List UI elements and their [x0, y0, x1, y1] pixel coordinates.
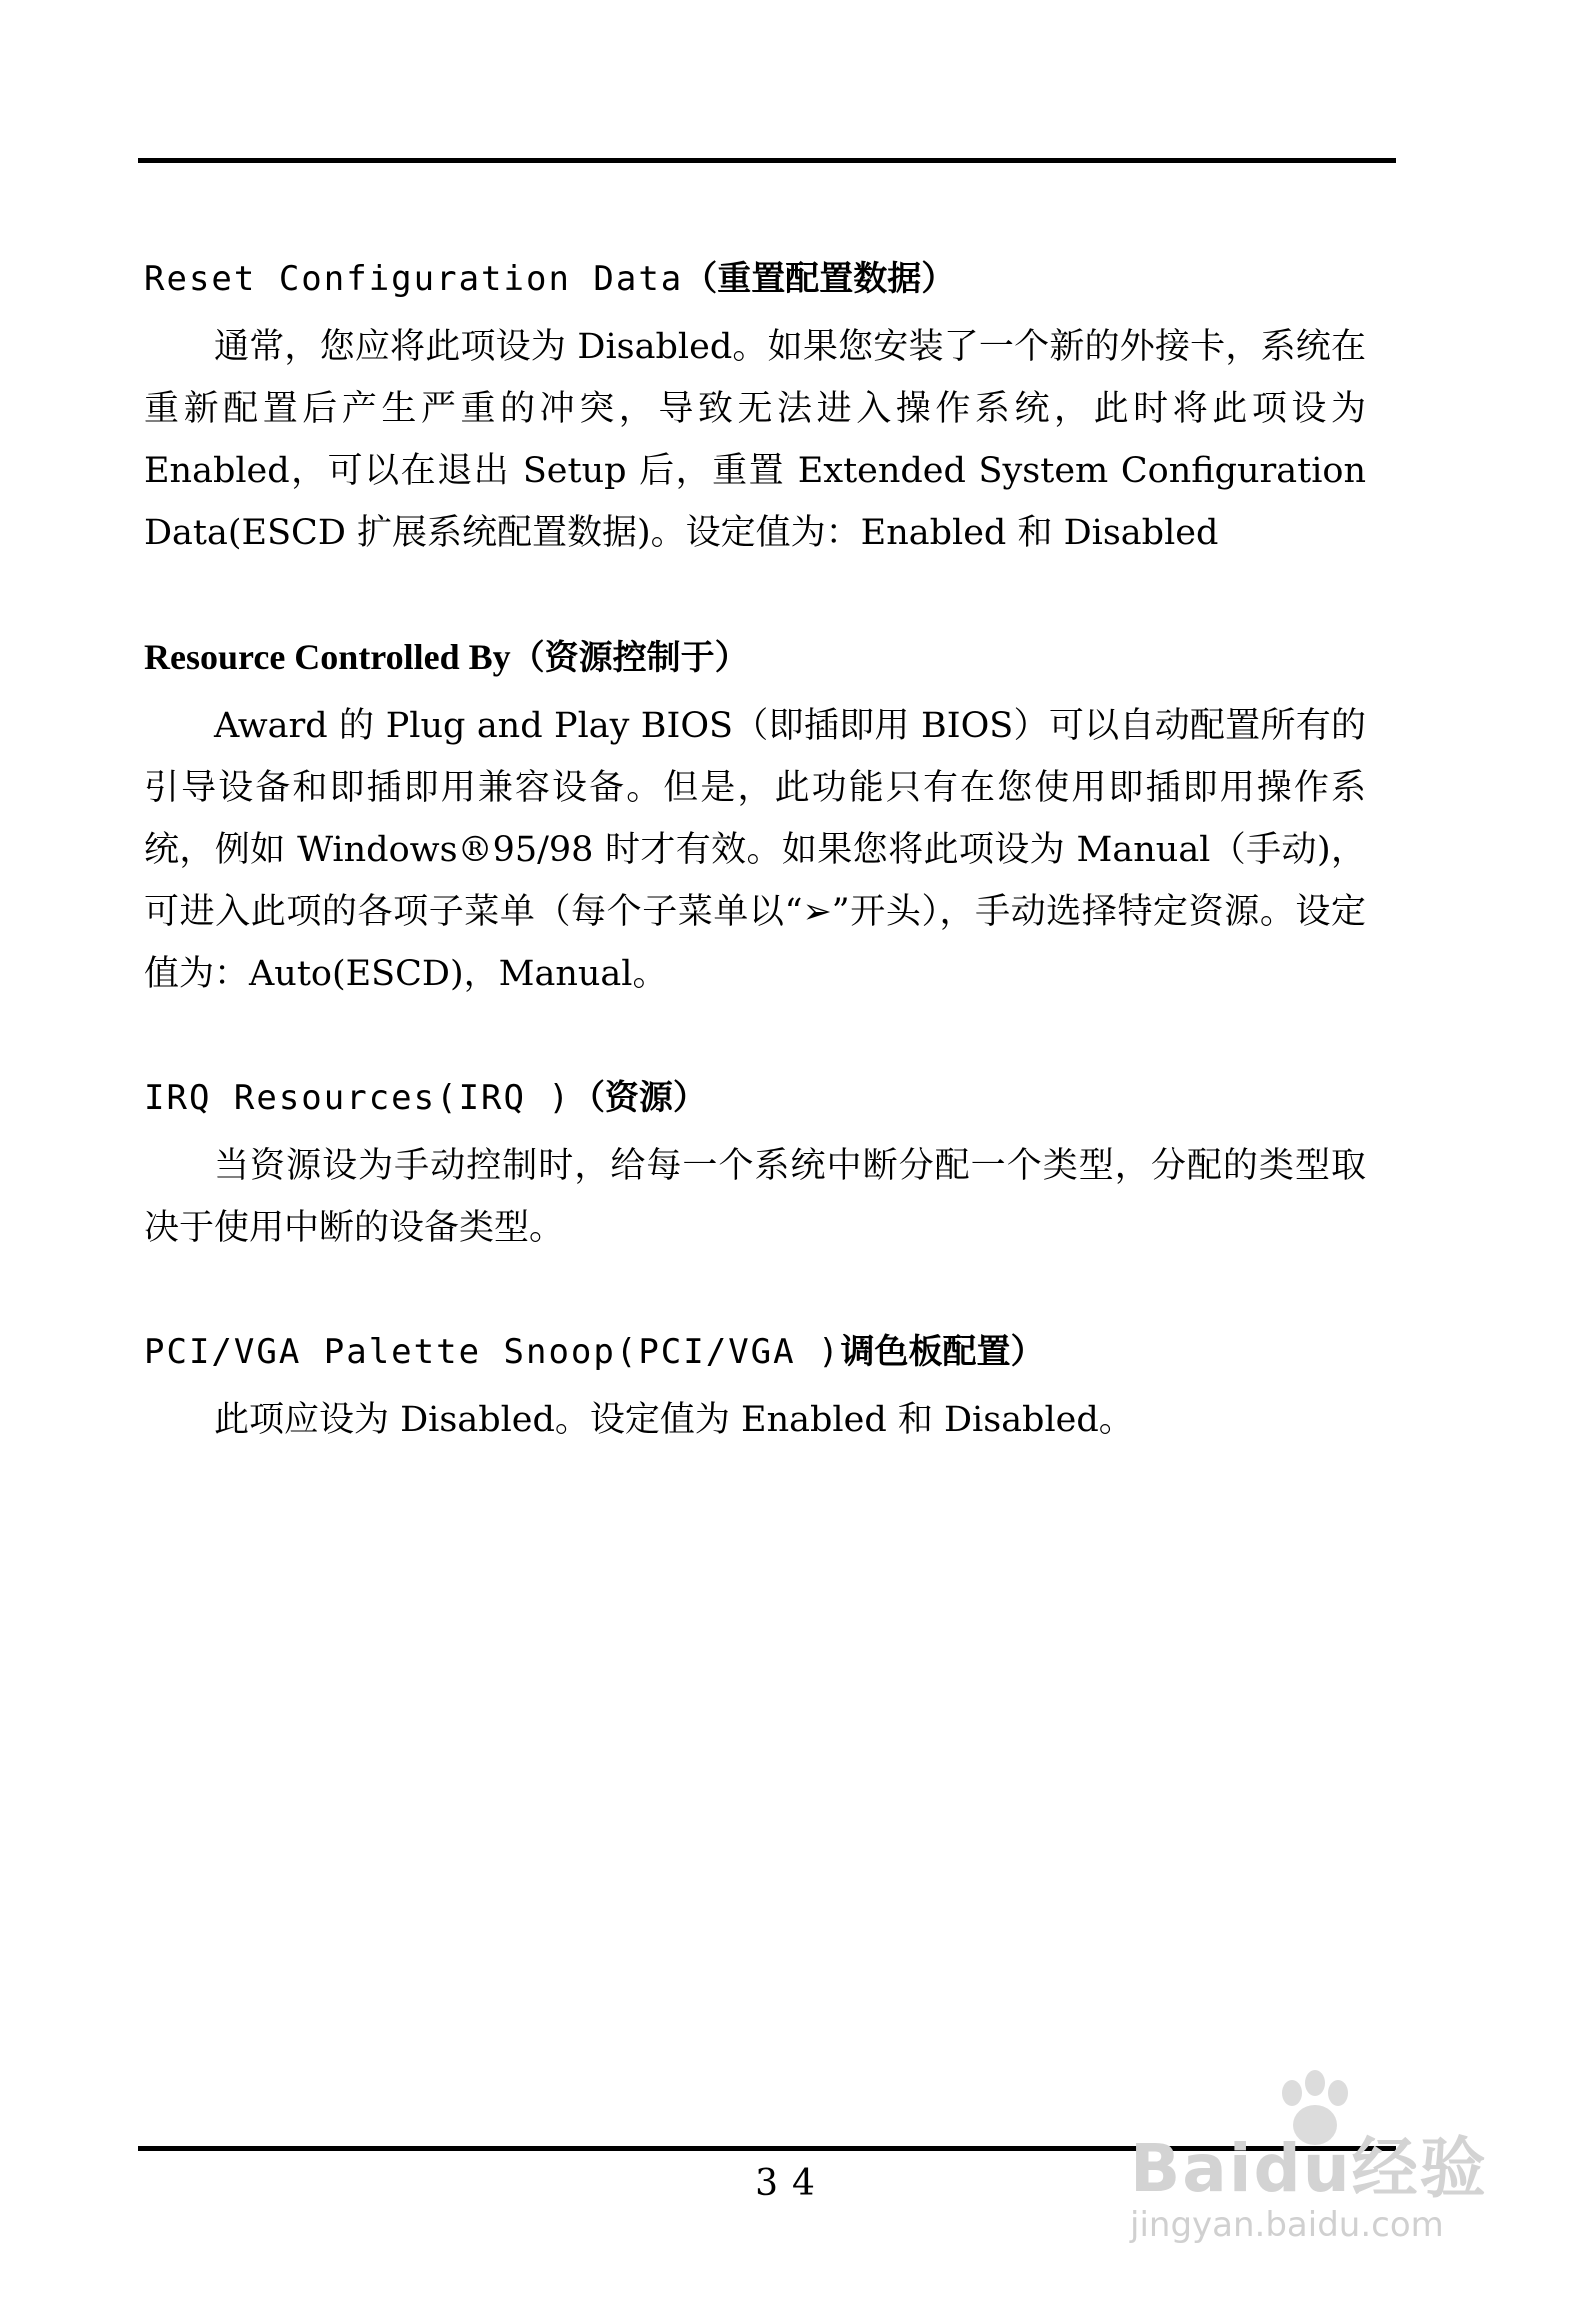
- heading-chinese: （资源控制于）: [510, 638, 749, 678]
- section-heading: [144, 1323, 1366, 1381]
- section-pci-vga-palette-snoop: [144, 1323, 1366, 1451]
- section-reset-configuration-data: [144, 250, 1366, 564]
- heading-english: IRQ Resources(IRQ ): [144, 1078, 571, 1118]
- section-resource-controlled-by: [144, 628, 1366, 1005]
- heading-english: PCI/VGA Palette Snoop(PCI/VGA ): [144, 1332, 841, 1372]
- section-heading: [144, 250, 1366, 308]
- heading-english: Resource Controlled By: [144, 637, 511, 677]
- heading-chinese: （重置配置数据）: [683, 259, 956, 299]
- section-body: Award 的 Plug and Play BIOS（即插即用 BIOS）可以自动配置所有的引导设备和即插即用兼容设备。但是，此功能只有在您使用即插即用操作系统，例如 Windows®95/98 时才有效。如果您将此项设为 Manual（手动)，可进入此项的各项子菜单（每个子菜单以“➢”开头），手动选择特定资源。设定值为：Auto(ESCD)，Manual。: [144, 706, 1366, 994]
- section-heading: [144, 628, 1366, 687]
- heading-chinese: （资源）: [570, 1078, 707, 1118]
- page-number: 34: [755, 2163, 829, 2204]
- document-body: [144, 250, 1366, 1515]
- watermark-url: jingyan.baidu.com: [1130, 2205, 1444, 2245]
- baidu-watermark: [1130, 2065, 1530, 2265]
- section-body: 此项应设为 Disabled。设定值为 Enabled 和 Disabled。: [214, 1400, 1134, 1440]
- heading-chinese: 调色板配置）: [840, 1332, 1045, 1372]
- watermark-logo: Baidu经验: [1130, 2130, 1488, 2207]
- header-rule: [138, 158, 1396, 163]
- section-body: 通常，您应将此项设为 Disabled。如果您安装了一个新的外接卡，系统在重新配置后产生严重的冲突，导致无法进入操作系统，此时将此项设为 Enabled，可以在退出 Setup 后，重置 Extended System Configuration Data(ESCD 扩展系统配置数据)。设定值为：Enabled 和 Disabled: [144, 327, 1366, 553]
- section-body: 当资源设为手动控制时，给每一个系统中断分配一个类型，分配的类型取决于使用中断的设备类型。: [144, 1146, 1366, 1248]
- section-irq-resources: [144, 1069, 1366, 1259]
- heading-english: Reset Configuration Data: [144, 259, 684, 299]
- section-heading: [144, 1069, 1366, 1127]
